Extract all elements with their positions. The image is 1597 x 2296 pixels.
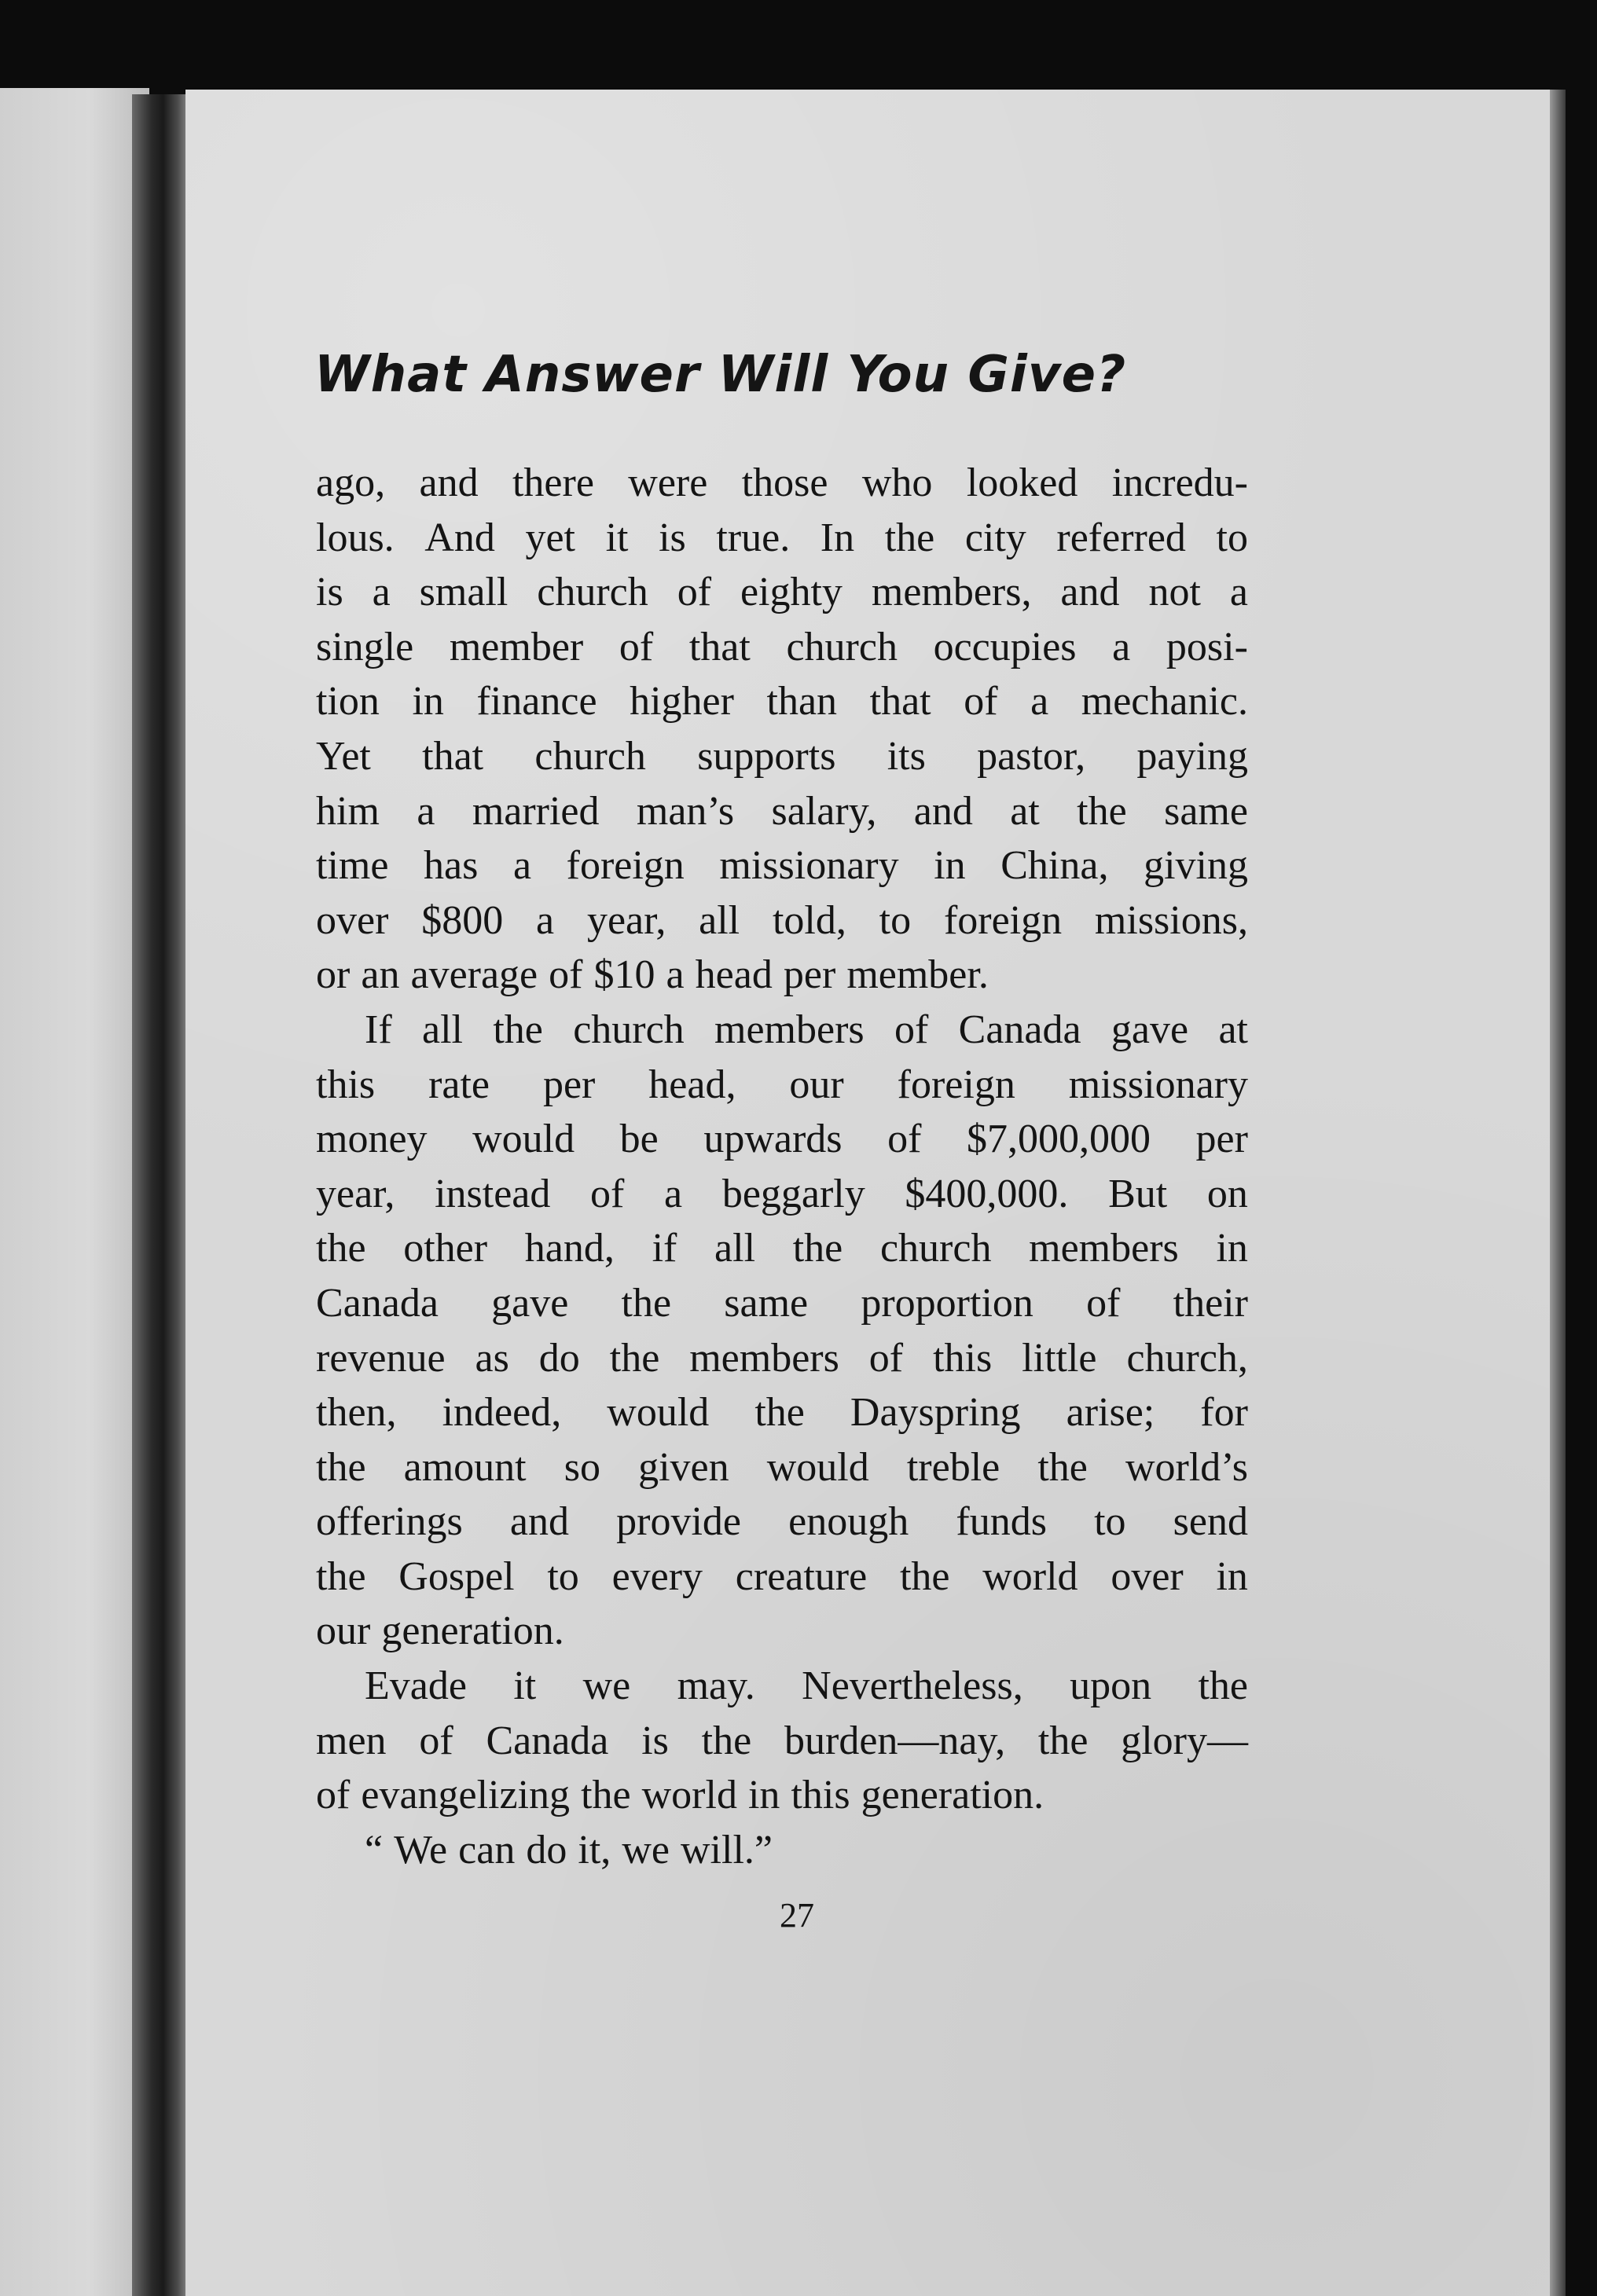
word: mechanic.: [1081, 679, 1248, 724]
word: not: [1148, 570, 1201, 615]
word: on: [1206, 1171, 1248, 1216]
word: foreign: [897, 1062, 1015, 1107]
word: the: [1198, 1663, 1248, 1709]
word: a: [1030, 679, 1049, 724]
word: the: [1037, 1444, 1088, 1490]
text-line: [316, 456, 1248, 511]
word: In: [820, 515, 855, 560]
word: lous.: [316, 515, 395, 560]
word: pastor,: [977, 733, 1086, 779]
word: our: [316, 1608, 371, 1654]
word: a: [1229, 570, 1248, 615]
word: incredu-: [1111, 460, 1248, 505]
word: head: [695, 952, 773, 998]
word: of: [549, 952, 583, 998]
word: average: [410, 952, 538, 998]
word: church: [534, 733, 646, 779]
word: of: [894, 1007, 929, 1052]
word: members: [1029, 1226, 1179, 1271]
word: and: [913, 788, 973, 834]
word: do: [538, 1335, 580, 1381]
word: time: [316, 843, 389, 889]
word: offerings: [316, 1499, 463, 1545]
word: Yet: [316, 733, 371, 779]
text-line: [316, 1823, 1248, 1878]
word: “: [365, 1827, 384, 1872]
word: do: [526, 1827, 567, 1872]
word: their: [1173, 1280, 1248, 1326]
word: the: [899, 1553, 950, 1599]
word: generation.: [861, 1773, 1044, 1818]
page-right-edge: [1550, 90, 1566, 2296]
word: Evade: [365, 1663, 467, 1709]
facing-page-edge: [0, 88, 149, 2296]
word: the: [493, 1007, 543, 1052]
text-line: [316, 1385, 1248, 1440]
word: be: [619, 1117, 659, 1162]
word: for: [1200, 1390, 1248, 1436]
word: as: [475, 1335, 509, 1381]
word: its: [887, 733, 926, 779]
word: members: [689, 1335, 839, 1381]
word: all: [421, 1007, 463, 1052]
word: $800: [421, 897, 504, 943]
word: beggarly: [721, 1171, 865, 1216]
word: a: [536, 897, 555, 943]
text-line: [316, 784, 1248, 839]
word: over: [1111, 1553, 1184, 1599]
word: giving: [1144, 843, 1248, 889]
word: same: [724, 1280, 809, 1326]
word: man’s: [636, 788, 735, 834]
word: of: [619, 624, 654, 669]
word: and: [1060, 570, 1120, 615]
word: in: [934, 843, 966, 889]
word: of: [419, 1718, 453, 1763]
word: hand,: [524, 1226, 615, 1271]
word: all: [714, 1226, 756, 1271]
word: Nevertheless,: [802, 1663, 1023, 1709]
word: it,: [578, 1827, 611, 1872]
word: per: [783, 952, 836, 998]
word: then,: [316, 1390, 397, 1436]
word: $400,000.: [905, 1171, 1069, 1216]
word: the: [316, 1553, 366, 1599]
word: Dayspring: [850, 1390, 1021, 1436]
word: upwards: [703, 1117, 843, 1162]
word: $7,000,000: [966, 1117, 1151, 1162]
word: indeed,: [442, 1390, 562, 1436]
word: the: [1077, 788, 1127, 834]
word: a: [417, 788, 435, 834]
word: told,: [772, 897, 846, 943]
text-line: [316, 1058, 1248, 1113]
word: that: [422, 733, 484, 779]
word: church: [786, 624, 898, 669]
word: glory—: [1121, 1718, 1248, 1763]
page-number: [0, 1895, 1597, 1935]
word: posi-: [1166, 624, 1248, 669]
word: missionary: [719, 843, 899, 889]
text-line: [316, 1003, 1248, 1058]
word: Canada: [486, 1718, 609, 1763]
word: or: [316, 952, 351, 998]
word: a: [666, 952, 685, 998]
text-line: [316, 838, 1248, 893]
word: per: [1195, 1117, 1248, 1162]
word: this: [933, 1335, 993, 1381]
word: paying: [1136, 733, 1248, 779]
word: would: [607, 1390, 710, 1436]
word: it: [605, 515, 629, 560]
word: salary,: [771, 788, 877, 834]
word: at: [1218, 1007, 1248, 1052]
word: gave: [491, 1280, 569, 1326]
word: the: [621, 1280, 672, 1326]
book-gutter: [132, 94, 189, 2296]
word: church,: [1126, 1335, 1248, 1381]
word: this: [791, 1773, 850, 1818]
text-line: [316, 1276, 1248, 1331]
word: of: [887, 1117, 922, 1162]
word: tion: [316, 679, 380, 724]
word: creature: [735, 1553, 868, 1599]
word: world: [982, 1553, 1078, 1599]
word: the: [316, 1226, 366, 1271]
text-line: [316, 948, 1248, 1003]
word: and: [509, 1499, 570, 1545]
word: of: [316, 1773, 351, 1818]
word: and: [419, 460, 479, 505]
word: same: [1164, 788, 1248, 834]
text-line: [316, 511, 1248, 566]
word: were: [628, 460, 708, 505]
word: to: [547, 1553, 579, 1599]
word: But: [1108, 1171, 1168, 1216]
word: looked: [966, 460, 1078, 505]
word: is: [641, 1718, 669, 1763]
word: of: [868, 1335, 904, 1381]
word: $10: [593, 952, 655, 998]
word: burden—nay,: [784, 1718, 1006, 1763]
word: other: [403, 1226, 488, 1271]
word: church: [573, 1007, 685, 1052]
word: missionary: [1068, 1062, 1248, 1107]
word: missions,: [1094, 897, 1248, 943]
word: to: [1094, 1499, 1126, 1545]
word: men: [316, 1718, 387, 1763]
word: instead: [435, 1171, 551, 1216]
word: can: [458, 1827, 516, 1872]
word: of: [590, 1171, 625, 1216]
word: eighty: [740, 570, 843, 615]
word: And: [424, 515, 495, 560]
word: him: [316, 788, 380, 834]
word: members: [714, 1007, 865, 1052]
word: a: [664, 1171, 683, 1216]
word: would: [472, 1117, 575, 1162]
word: to: [879, 897, 912, 943]
word: over: [316, 897, 389, 943]
word: provide: [616, 1499, 741, 1545]
word: foreign: [943, 897, 1063, 943]
text-line: [316, 620, 1248, 675]
word: we: [582, 1663, 631, 1709]
word: a: [512, 843, 532, 889]
word: may.: [677, 1663, 755, 1709]
word: given: [638, 1444, 729, 1490]
word: has: [424, 843, 479, 889]
word: amount: [403, 1444, 527, 1490]
word: the: [792, 1226, 843, 1271]
word: will.”: [681, 1827, 773, 1872]
word: that: [869, 679, 931, 724]
word: our: [789, 1062, 844, 1107]
word: proportion: [861, 1280, 1033, 1326]
word: a: [1112, 624, 1131, 669]
text-line: [316, 1440, 1248, 1495]
text-line: [316, 1714, 1248, 1769]
word: Canada: [958, 1007, 1081, 1052]
word: of: [964, 679, 998, 724]
word: the: [701, 1718, 752, 1763]
word: the: [609, 1335, 660, 1381]
word: funds: [956, 1499, 1047, 1545]
word: enough: [788, 1499, 909, 1545]
word: than: [766, 679, 838, 724]
word: those: [741, 460, 828, 505]
word: every: [611, 1553, 703, 1599]
word: If: [365, 1007, 392, 1052]
text-line: [316, 729, 1248, 784]
word: members,: [871, 570, 1032, 615]
word: it: [513, 1663, 537, 1709]
word: treble: [906, 1444, 1000, 1490]
word: is: [316, 570, 343, 615]
word: single: [316, 624, 414, 669]
word: generation.: [381, 1608, 564, 1654]
word: We: [394, 1827, 448, 1872]
word: at: [1010, 788, 1040, 834]
word: year,: [586, 897, 666, 943]
text-line: [316, 893, 1248, 948]
word: the: [1037, 1718, 1089, 1763]
word: gave: [1111, 1007, 1189, 1052]
word: per: [542, 1062, 596, 1107]
running-title: What Answer Will You Give?: [314, 346, 1127, 404]
word: in: [1216, 1553, 1248, 1599]
text-line: [316, 1221, 1248, 1276]
body-text: [316, 456, 1248, 1877]
word: head,: [648, 1062, 736, 1107]
word: higher: [630, 679, 734, 724]
text-line: [316, 1495, 1248, 1550]
word: church: [879, 1226, 992, 1271]
word: there: [512, 460, 594, 505]
text-line: [316, 1604, 1248, 1659]
word: occupies: [933, 624, 1077, 669]
word: rate: [428, 1062, 490, 1107]
word: that: [688, 624, 751, 669]
word: China,: [1000, 843, 1109, 889]
word: in: [747, 1773, 780, 1818]
word: all: [699, 897, 740, 943]
text-line: [316, 1167, 1248, 1222]
word: true.: [716, 515, 791, 560]
word: little: [1022, 1335, 1097, 1381]
word: to: [1216, 515, 1248, 560]
word: of: [677, 570, 712, 615]
text-line: [316, 1331, 1248, 1386]
text-line: [316, 1550, 1248, 1605]
word: member: [449, 624, 584, 669]
word: yet: [525, 515, 575, 560]
word: in: [1216, 1226, 1248, 1271]
word: the: [581, 1773, 631, 1818]
word: money: [316, 1117, 428, 1162]
word: evangelizing: [361, 1773, 571, 1818]
word: world’s: [1125, 1444, 1248, 1490]
word: foreign: [566, 843, 685, 889]
word: an: [361, 952, 400, 998]
word: who: [861, 460, 933, 505]
word: send: [1173, 1499, 1248, 1545]
text-line: [316, 565, 1248, 620]
word: supports: [697, 733, 836, 779]
text-line: [316, 674, 1248, 729]
word: the: [884, 515, 935, 560]
word: member.: [846, 952, 989, 998]
word: this: [316, 1062, 376, 1107]
word: referred: [1056, 515, 1186, 560]
word: the: [754, 1390, 805, 1436]
word: the: [316, 1444, 366, 1490]
word: in: [412, 679, 444, 724]
word: ago,: [316, 460, 386, 505]
word: so: [564, 1444, 600, 1490]
text-line: [316, 1112, 1248, 1167]
word: arise;: [1066, 1390, 1155, 1436]
word: year,: [316, 1171, 395, 1216]
word: upon: [1070, 1663, 1152, 1709]
word: if: [652, 1226, 677, 1271]
text-line: [316, 1768, 1248, 1823]
word: we: [622, 1827, 670, 1872]
word: is: [659, 515, 686, 560]
text-line: [316, 1659, 1248, 1714]
word: Canada: [316, 1280, 439, 1326]
word: married: [472, 788, 600, 834]
word: would: [766, 1444, 869, 1490]
word: city: [964, 515, 1026, 560]
word: of: [1086, 1280, 1121, 1326]
word: a: [372, 570, 391, 615]
word: revenue: [316, 1335, 446, 1381]
word: Gospel: [398, 1553, 515, 1599]
page-number-text: 27: [780, 1896, 814, 1935]
word: world: [641, 1773, 737, 1818]
word: finance: [476, 679, 597, 724]
word: church: [537, 570, 648, 615]
word: small: [419, 570, 508, 615]
